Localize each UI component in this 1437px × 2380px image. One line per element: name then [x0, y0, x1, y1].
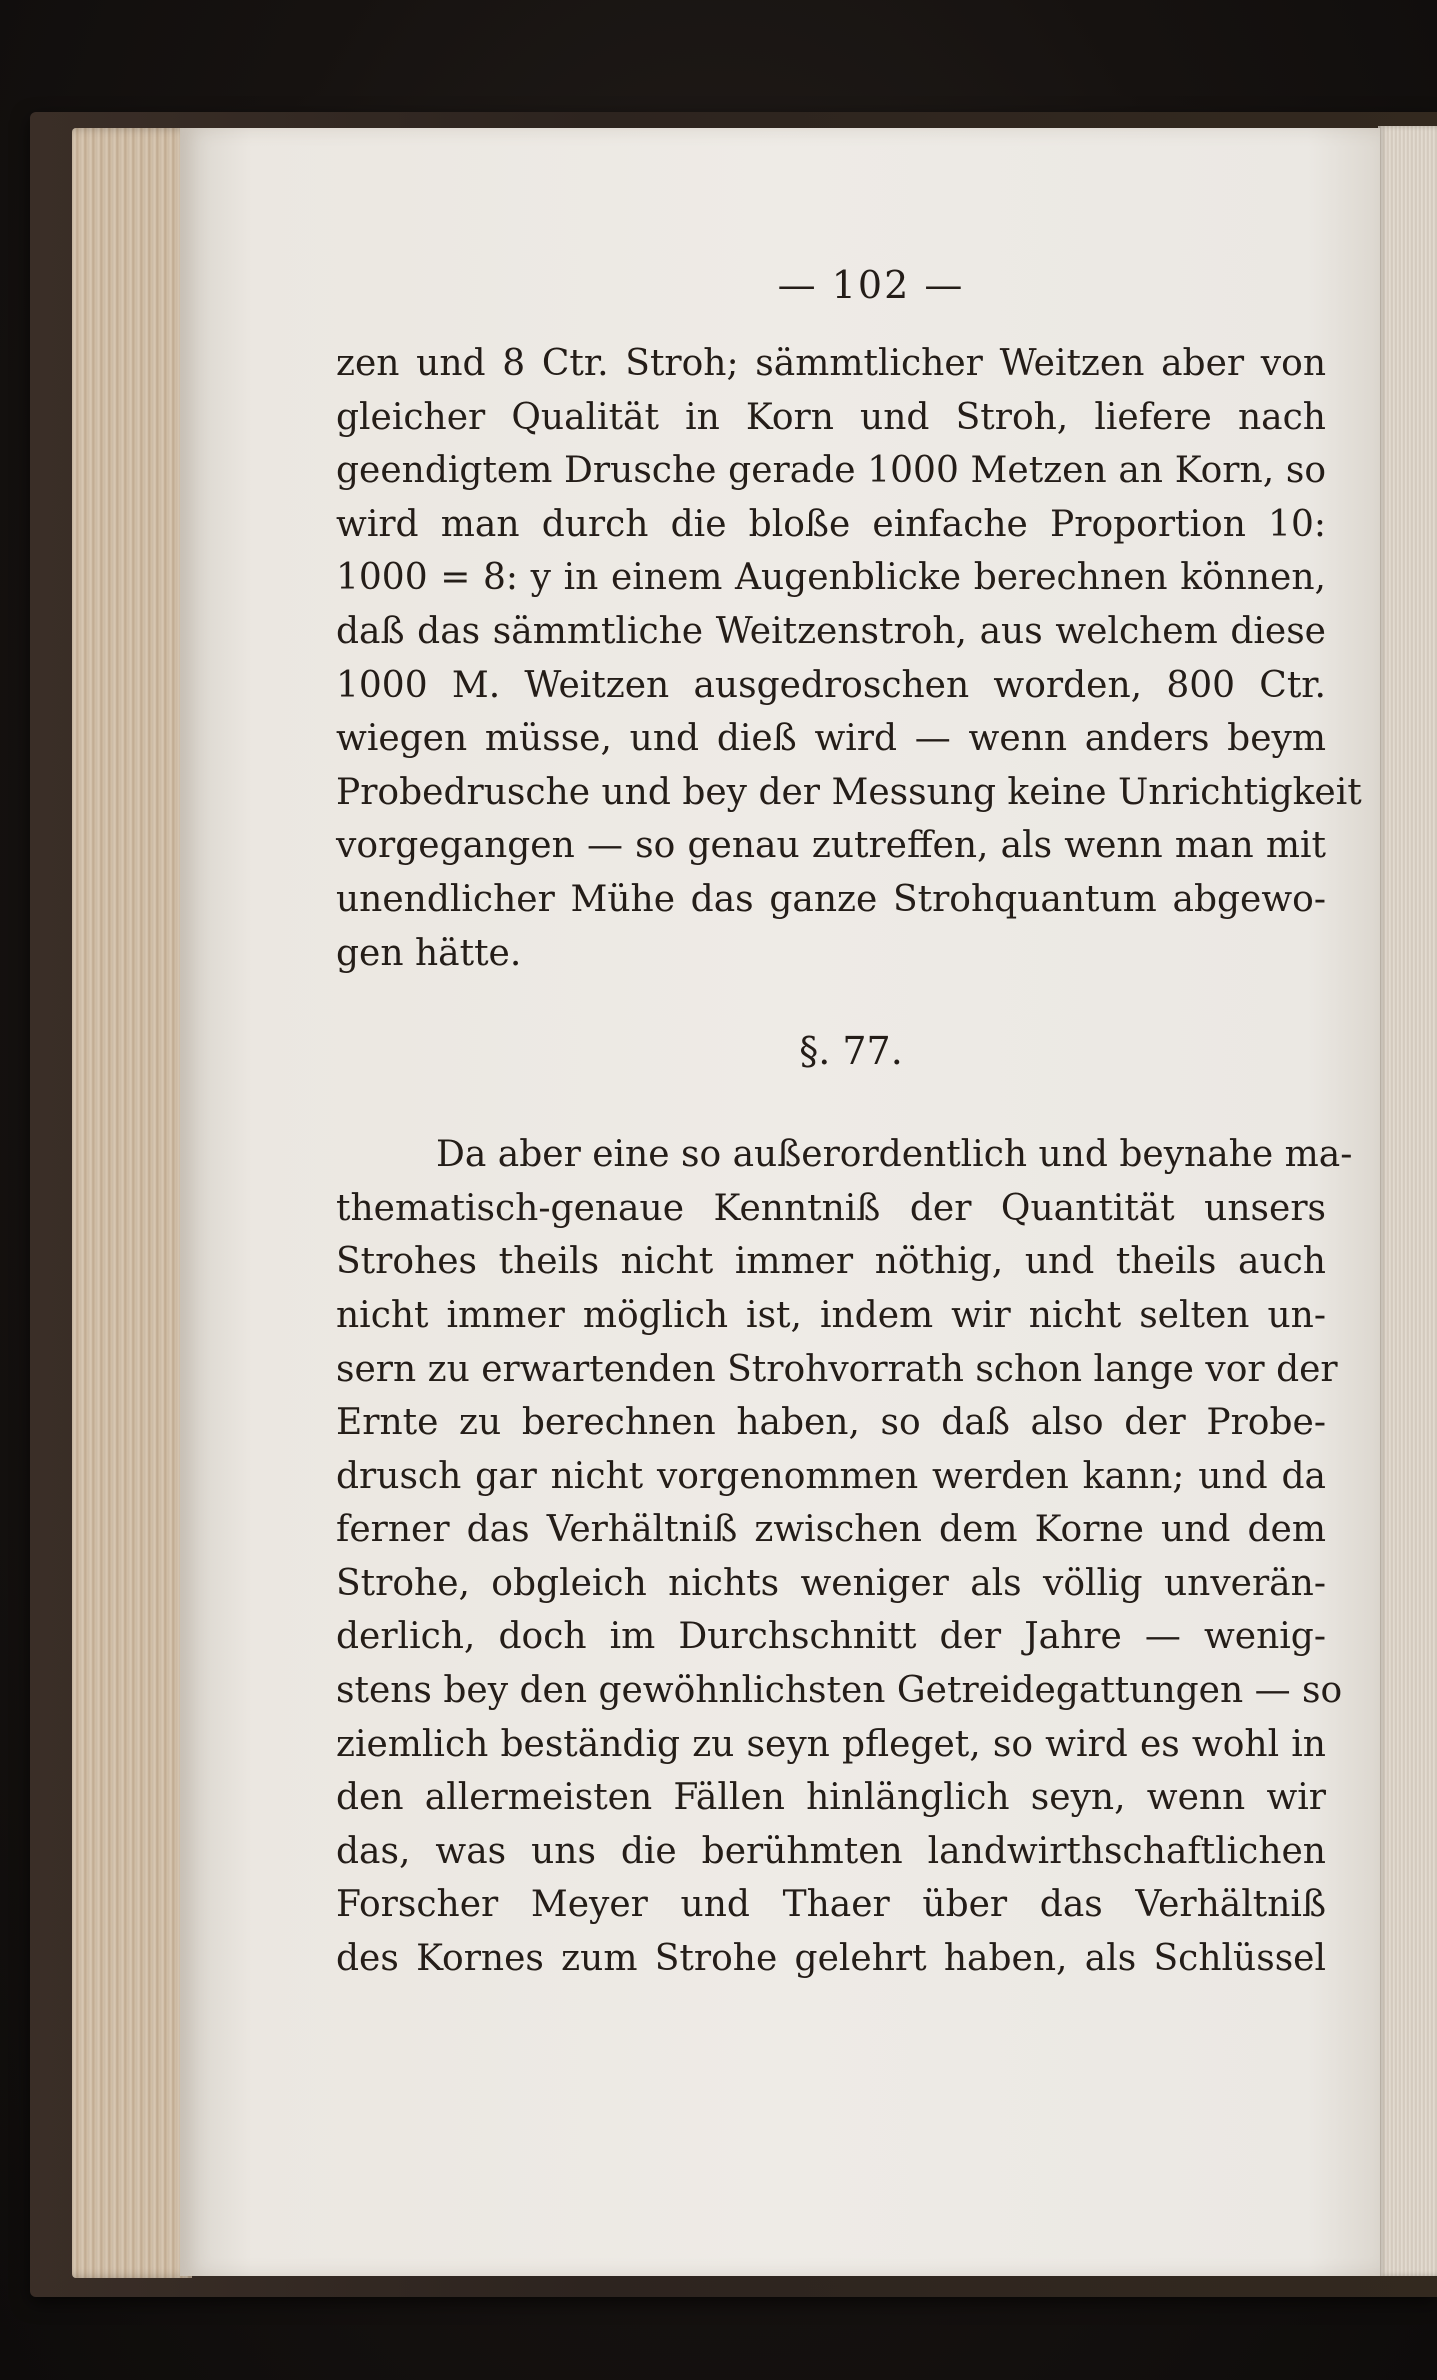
text-line: das, was uns die berühmten landwirthschaftlichen	[336, 1830, 1326, 1872]
text-line: 1000 M. Weitzen ausgedroschen worden, 800 Ctr.	[336, 664, 1326, 706]
text-line: nicht immer möglich ist, indem wir nicht selten un-	[336, 1294, 1326, 1336]
text-line: Probedrusche und bey der Messung keine Unrichtigkeit	[336, 771, 1362, 813]
text-line: gleicher Qualität in Korn und Stroh, liefere nach	[336, 396, 1326, 438]
text-line: Strohe, obgleich nichts weniger als völlig unverän-	[336, 1562, 1326, 1604]
text-line: des Kornes zum Strohe gelehrt haben, als Schlüssel	[336, 1938, 1326, 1980]
text-line: stens bey den gewöhnlichsten Getreidegattungen — so	[336, 1670, 1343, 1712]
text-line: Da aber eine so außerordentlich und beynahe ma-	[436, 1134, 1353, 1176]
text-line: gen hätte.	[336, 932, 522, 974]
text-line: daß das sämmtliche Weitzenstroh, aus welchem diese	[336, 610, 1326, 652]
page-text	[336, 255, 1362, 1986]
text-line: sern zu erwartenden Strohvorrath schon lange vor der	[336, 1348, 1338, 1390]
text-line: wird man durch die bloße einfache Proportion 10:	[336, 503, 1326, 545]
text-line: thematisch-genaue Kenntniß der Quantität unsers	[336, 1187, 1326, 1229]
page-edges-right	[1378, 126, 1437, 2276]
text-line: ziemlich beständig zu seyn pfleget, so wird es wohl in	[336, 1723, 1326, 1765]
text-line: 1000 = 8: y in einem Augenblicke berechnen können,	[336, 557, 1326, 599]
text-line: zen und 8 Ctr. Stroh; sämmtlicher Weitzen aber von	[336, 343, 1326, 384]
paragraph-bottom	[336, 1128, 1353, 1986]
section-heading: §. 77.	[799, 1029, 903, 1074]
page-number: — 102 —	[777, 263, 965, 307]
text-line: derlich, doch im Durchschnitt der Jahre — wenig-	[336, 1616, 1326, 1658]
page-edges-left	[72, 128, 192, 2278]
text-line: Strohes theils nicht immer nöthig, und theils auch	[336, 1241, 1326, 1283]
text-line: geendigtem Drusche gerade 1000 Metzen an Korn, so	[336, 450, 1326, 492]
text-line: drusch gar nicht vorgenommen werden kann; und da	[336, 1455, 1326, 1497]
text-line: ferner das Verhältniß zwischen dem Korne und dem	[336, 1509, 1326, 1551]
paragraph-top	[336, 337, 1362, 980]
text-line: unendlicher Mühe das ganze Strohquantum abgewo-	[336, 878, 1326, 920]
text-line: Ernte zu berechnen haben, so daß also der Probe-	[336, 1402, 1326, 1444]
text-line: den allermeisten Fällen hinlänglich seyn, wenn wir	[336, 1777, 1326, 1819]
text-line: Forscher Meyer und Thaer über das Verhältniß	[336, 1884, 1326, 1926]
text-line: vorgegangen — so genau zutreffen, als wenn man mit	[336, 825, 1326, 867]
text-line: wiegen müsse, und dieß wird — wenn anders beym	[336, 718, 1326, 760]
